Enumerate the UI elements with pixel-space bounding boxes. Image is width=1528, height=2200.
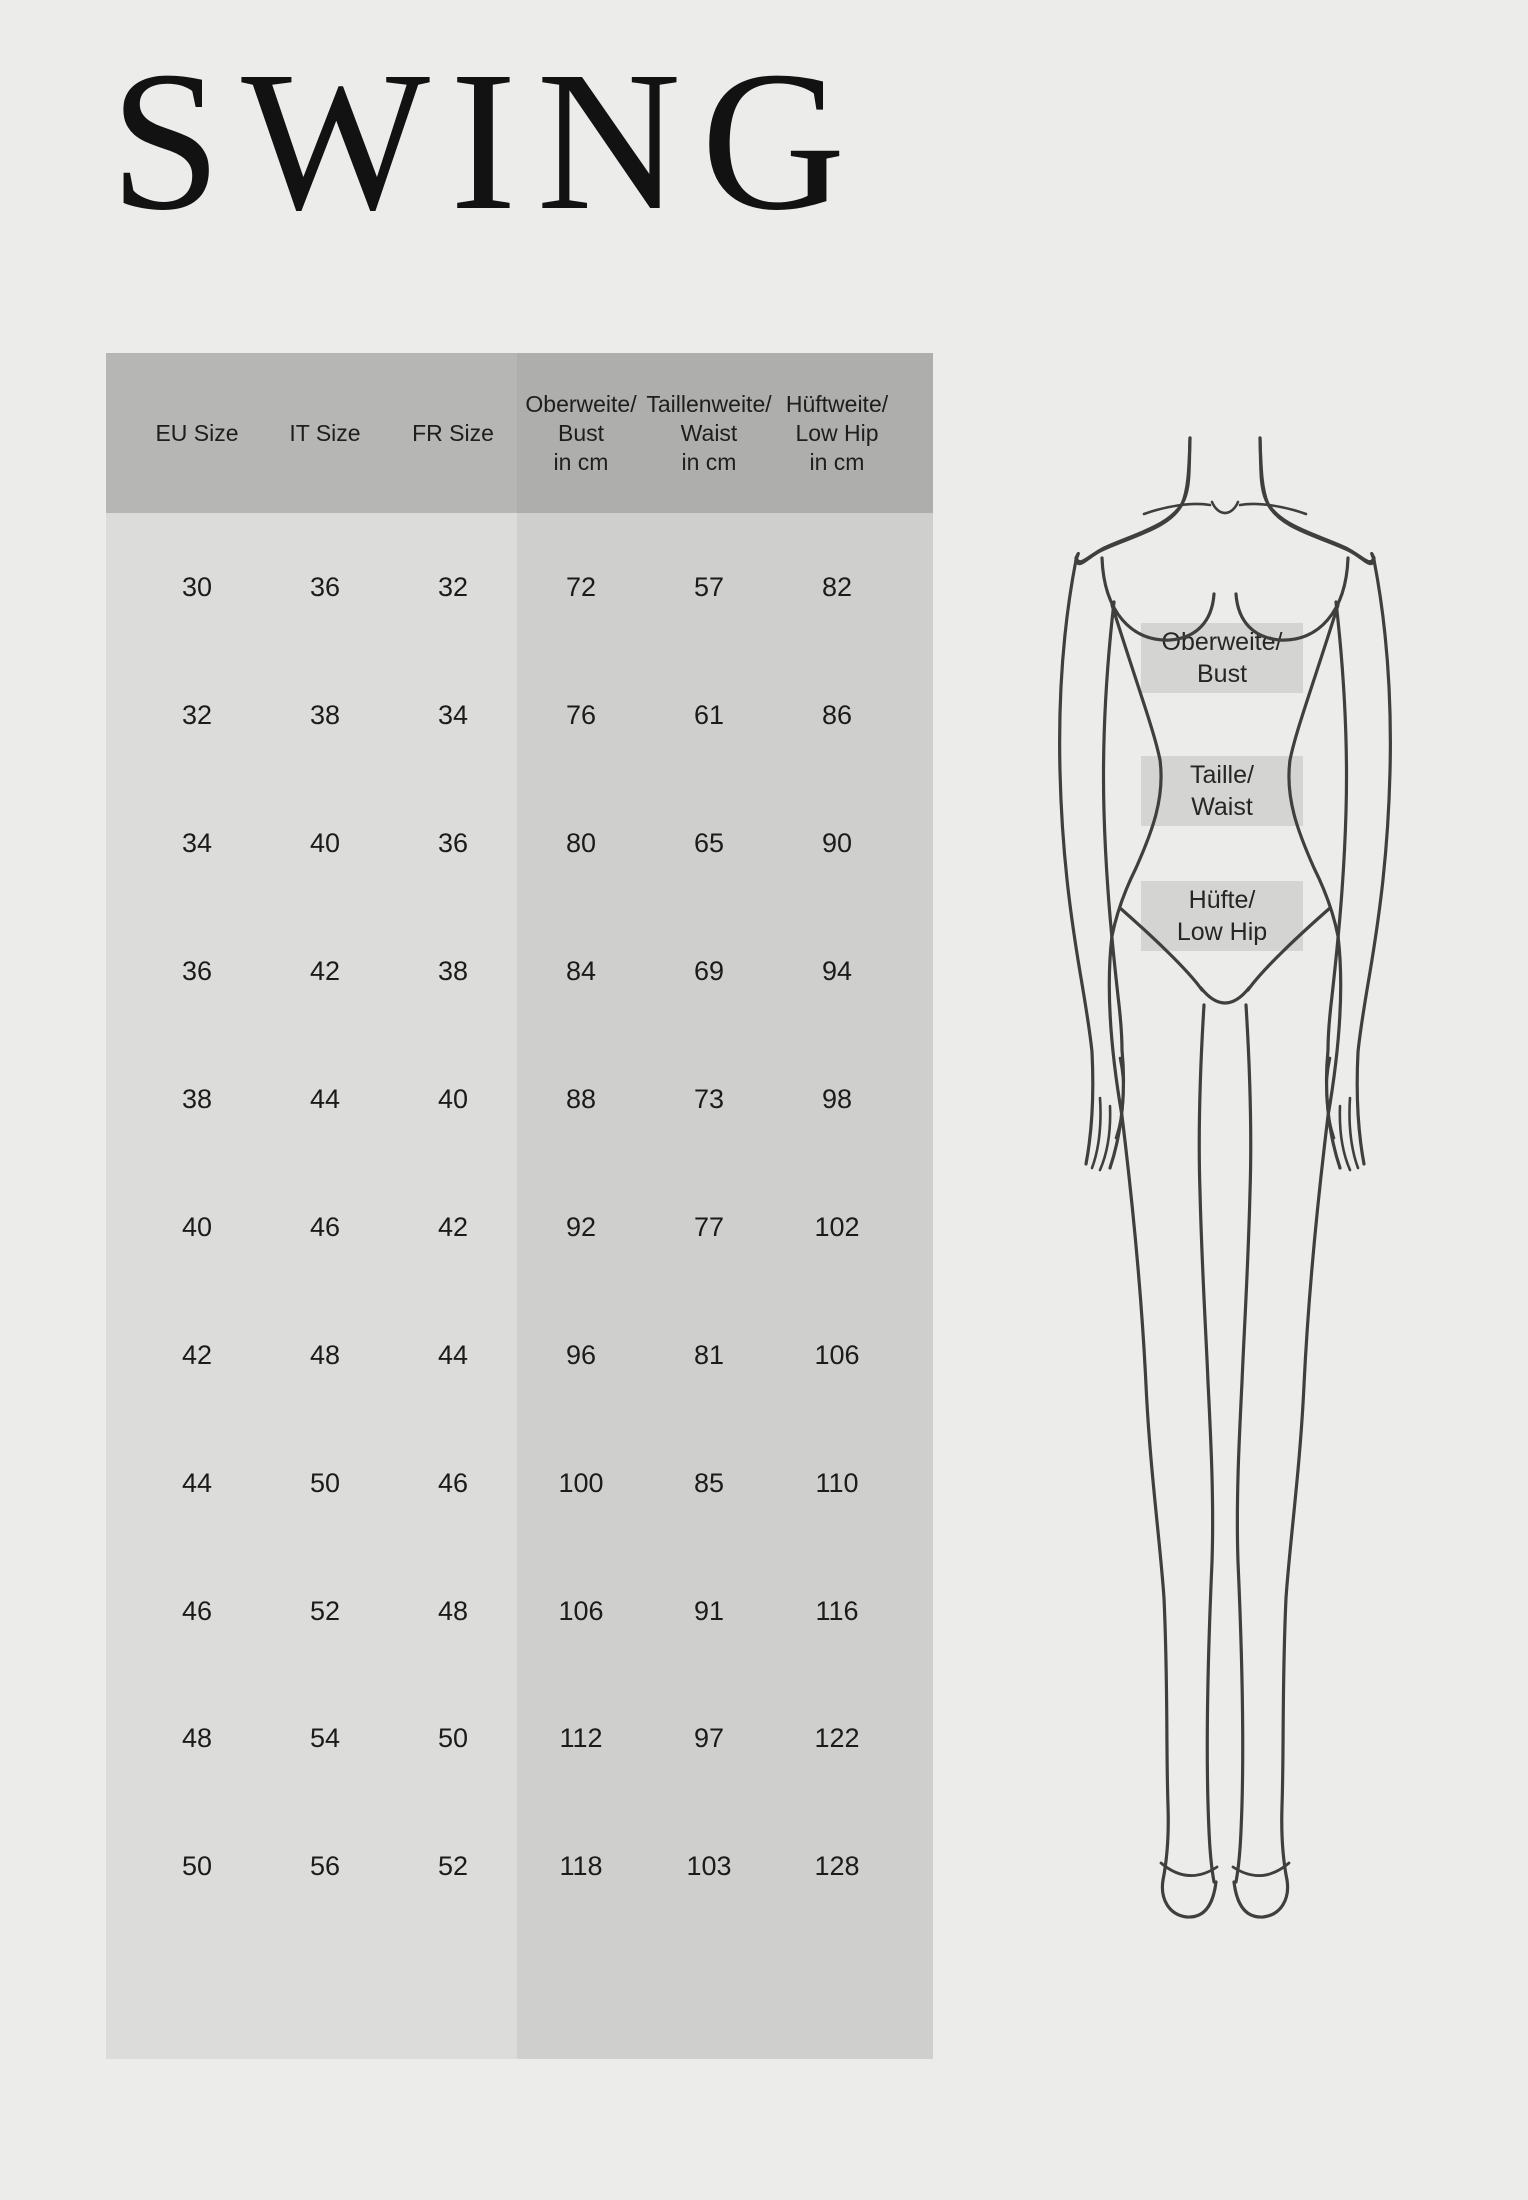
size-cell: 36 bbox=[437, 828, 469, 859]
column-header-unit: in cm bbox=[809, 448, 865, 475]
measurement-cell: 118 bbox=[559, 1851, 603, 1882]
size-cell: 50 bbox=[181, 1851, 213, 1882]
size-cell: 42 bbox=[437, 1211, 469, 1242]
size-cell: 32 bbox=[437, 572, 469, 603]
column-header-fr-size bbox=[389, 353, 517, 513]
size-cell: 34 bbox=[181, 828, 213, 859]
size-cell: 36 bbox=[309, 572, 341, 603]
size-table-header bbox=[106, 353, 933, 513]
column-header-sub: Low Hip bbox=[795, 419, 879, 446]
measurement-cell: 103 bbox=[686, 1851, 732, 1882]
size-cell: 38 bbox=[437, 956, 469, 987]
size-cell: 52 bbox=[437, 1851, 469, 1882]
waist-label-line2: Waist bbox=[1191, 793, 1253, 821]
measurement-cell: 110 bbox=[815, 1467, 859, 1498]
column-header-waist bbox=[645, 353, 773, 513]
size-table-row bbox=[106, 780, 933, 908]
size-cell: 54 bbox=[309, 1723, 341, 1754]
measurement-cell: 72 bbox=[565, 572, 597, 603]
column-header-label: Hüftweite/ bbox=[785, 390, 889, 417]
size-cell: 48 bbox=[309, 1339, 341, 1370]
column-header-low-hip bbox=[773, 353, 933, 513]
size-cell: 52 bbox=[309, 1595, 341, 1626]
bust-label-line2: Bust bbox=[1196, 660, 1248, 688]
measurement-cell: 91 bbox=[693, 1595, 725, 1626]
measurement-cell: 80 bbox=[565, 828, 597, 859]
body-measurement-diagram bbox=[1040, 430, 1420, 1925]
measurement-cell: 100 bbox=[558, 1467, 604, 1498]
size-cell: 44 bbox=[181, 1467, 213, 1498]
measurement-cell: 106 bbox=[558, 1595, 604, 1626]
size-cell: 46 bbox=[309, 1211, 341, 1242]
size-cell: 34 bbox=[437, 700, 469, 731]
size-table-body bbox=[106, 513, 933, 2059]
measurement-cell: 102 bbox=[814, 1211, 860, 1242]
measurement-cell: 76 bbox=[565, 700, 597, 731]
size-cell: 44 bbox=[437, 1339, 469, 1370]
column-header-eu-size bbox=[106, 353, 261, 513]
column-header-sub: Waist bbox=[680, 419, 738, 446]
size-table-row bbox=[106, 652, 933, 780]
column-header-label: IT Size bbox=[289, 419, 361, 446]
column-header-sub: Bust bbox=[557, 419, 605, 446]
size-table-row bbox=[106, 1675, 933, 1803]
measurement-cell: 92 bbox=[565, 1211, 597, 1242]
measurement-cell: 122 bbox=[814, 1723, 860, 1754]
measurement-cell: 112 bbox=[559, 1723, 603, 1754]
measurement-cell: 81 bbox=[693, 1339, 725, 1370]
size-cell: 48 bbox=[437, 1595, 469, 1626]
measurement-cell: 77 bbox=[693, 1211, 725, 1242]
size-table-row bbox=[106, 1291, 933, 1419]
size-cell: 40 bbox=[437, 1084, 469, 1114]
size-table-row bbox=[106, 1547, 933, 1675]
measurement-cell: 97 bbox=[693, 1723, 725, 1754]
size-table-row bbox=[106, 524, 933, 652]
waist-label-line1: Taille/ bbox=[1190, 761, 1254, 789]
size-cell: 42 bbox=[309, 956, 341, 987]
size-cell: 32 bbox=[181, 700, 213, 731]
measurement-cell: 106 bbox=[814, 1339, 860, 1370]
size-cell: 30 bbox=[181, 572, 213, 603]
measurement-cell: 61 bbox=[693, 700, 725, 731]
measurement-cell: 84 bbox=[565, 956, 597, 987]
size-table-row bbox=[106, 1036, 933, 1164]
size-cell: 38 bbox=[181, 1084, 213, 1114]
size-table bbox=[106, 353, 933, 2059]
measurement-cell: 128 bbox=[814, 1851, 860, 1882]
size-cell: 44 bbox=[309, 1084, 341, 1114]
column-header-unit: in cm bbox=[553, 448, 609, 475]
measurement-cell: 98 bbox=[821, 1084, 853, 1114]
size-cell: 56 bbox=[309, 1851, 341, 1882]
size-table-row bbox=[106, 1803, 933, 1931]
column-header-unit: in cm bbox=[681, 448, 737, 475]
measurement-cell: 88 bbox=[565, 1084, 597, 1114]
size-cell: 42 bbox=[181, 1339, 213, 1370]
column-header-label: Oberweite/ bbox=[525, 390, 637, 417]
measurement-cell: 116 bbox=[815, 1595, 859, 1626]
measurement-cell: 86 bbox=[821, 700, 853, 731]
measurement-cell: 69 bbox=[693, 956, 725, 987]
column-header-label: FR Size bbox=[412, 419, 494, 446]
size-cell: 46 bbox=[181, 1595, 213, 1626]
measurement-cell: 73 bbox=[693, 1084, 725, 1114]
column-header-label: EU Size bbox=[155, 419, 239, 446]
column-header-bust bbox=[517, 353, 645, 513]
measurement-cell: 96 bbox=[565, 1339, 597, 1370]
brand-logo: SWING bbox=[110, 31, 866, 252]
size-table-row bbox=[106, 1419, 933, 1547]
body-outline-drawing bbox=[1040, 430, 1420, 1925]
column-header-it-size bbox=[261, 353, 389, 513]
hip-label-line1: Hüfte/ bbox=[1188, 886, 1256, 914]
size-cell: 40 bbox=[309, 828, 341, 859]
measurement-cell: 82 bbox=[821, 572, 853, 603]
size-cell: 50 bbox=[309, 1467, 341, 1498]
measurement-cell: 90 bbox=[821, 828, 853, 859]
bust-label-line1: Oberweite/ bbox=[1161, 628, 1283, 656]
size-cell: 40 bbox=[181, 1211, 213, 1242]
measurement-cell: 65 bbox=[693, 828, 725, 859]
hip-label-line2: Low Hip bbox=[1176, 918, 1268, 946]
size-cell: 46 bbox=[437, 1467, 469, 1498]
measurement-cell: 57 bbox=[693, 572, 725, 603]
size-cell: 36 bbox=[181, 956, 213, 987]
column-header-label: Taillenweite/ bbox=[646, 390, 772, 417]
size-cell: 38 bbox=[309, 700, 341, 731]
size-cell: 48 bbox=[181, 1723, 213, 1754]
size-table-row bbox=[106, 908, 933, 1036]
size-table-row bbox=[106, 1163, 933, 1291]
measurement-cell: 94 bbox=[821, 956, 853, 987]
size-cell: 50 bbox=[437, 1723, 469, 1754]
measurement-cell: 85 bbox=[693, 1467, 725, 1498]
